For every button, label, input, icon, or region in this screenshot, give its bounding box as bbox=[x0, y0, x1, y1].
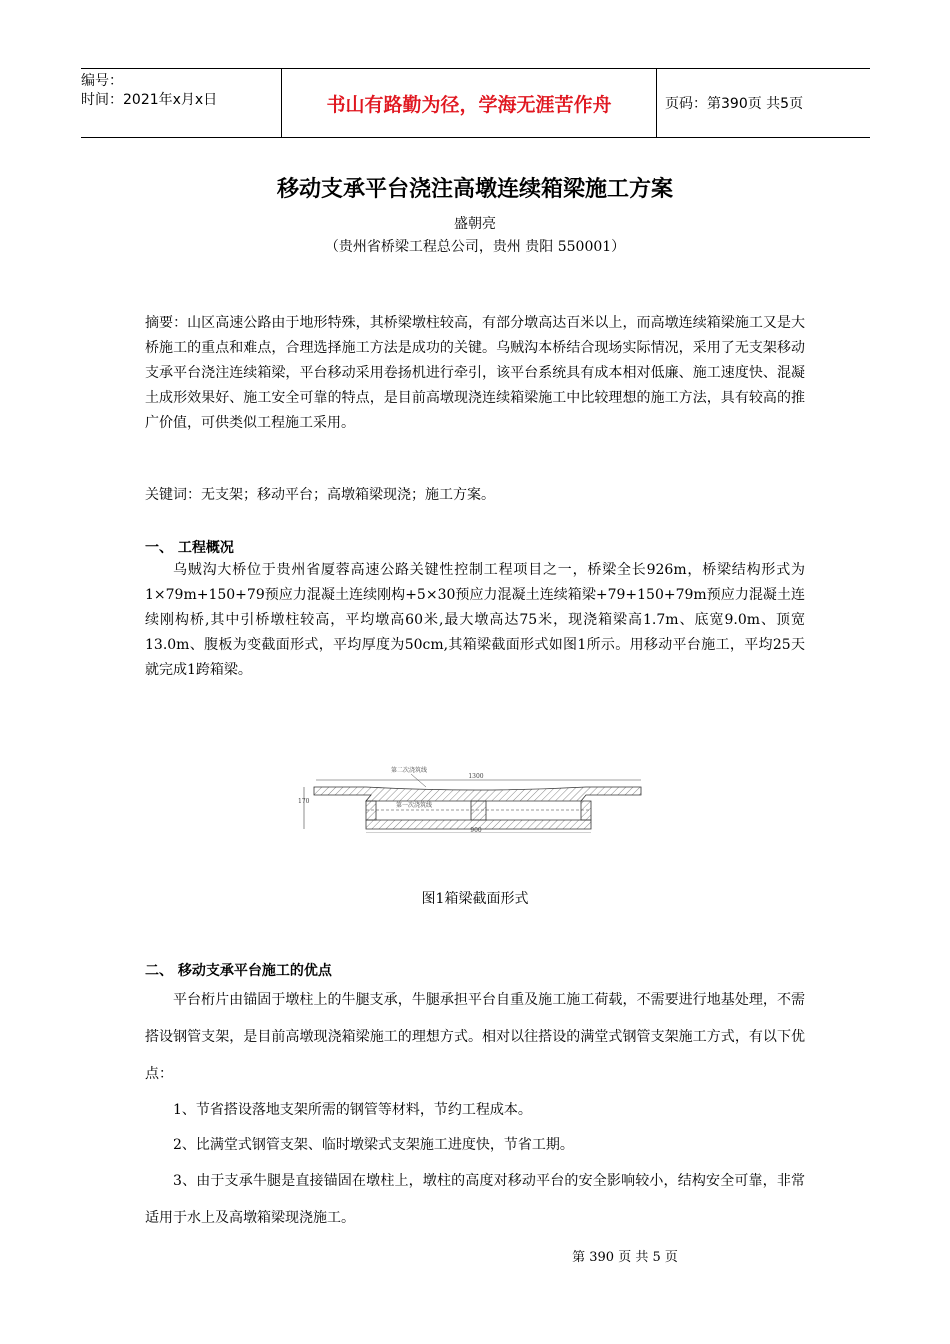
section2-heading: 二、 移动支承平台施工的优点 bbox=[145, 963, 332, 979]
second-pour-leader bbox=[411, 774, 426, 787]
section2-item: 3、由于支承牛腿是直接锚固在墩柱上，墩柱的高度对移动平台的安全影响较小，结构安全可靠，非常适用于水上及高墩箱梁现浇施工。 bbox=[145, 1173, 805, 1226]
left-dimension-label: 170 bbox=[298, 798, 310, 805]
section2-intro: 平台桁片由锚固于墩柱上的牛腿支承，牛腿承担平台自重及施工施工荷载，不需要进行地基处理，不需搭设钢管支架，是目前高墩现浇箱梁施工的理想方式。相对以往搭设的满堂式钢管支架施工方式，有以下优点： bbox=[145, 992, 805, 1082]
header-page: 页码：第390页 共5页 bbox=[665, 96, 804, 112]
page-header bbox=[81, 68, 870, 138]
figure-caption: 图1箱梁截面形式 bbox=[421, 891, 529, 907]
first-pour-label: 第一次浇筑线 bbox=[396, 802, 433, 809]
page-footer: 第 390 页 共 5 页 bbox=[572, 1250, 678, 1265]
top-slab bbox=[314, 787, 641, 801]
top-dimension-label: 1300 bbox=[468, 773, 484, 780]
document-title: 移动支承平台浇注高墩连续箱梁施工方案 bbox=[276, 177, 673, 202]
author: 盛朝亮 bbox=[454, 216, 496, 232]
box-girder-figure bbox=[296, 763, 656, 833]
second-pour-label: 第二次浇筑线 bbox=[391, 767, 428, 774]
section1-body: 乌贼沟大桥位于贵州省厦蓉高速公路关键性控制工程项目之一，桥梁全长926m，桥梁结构形式为1×79m+150+79预应力混凝土连续刚构+5×30预应力混凝土连续箱梁+79+150+79m预应力混凝土连续刚构桥,其中引桥墩柱较高，平均墩高60米,最大墩高达75米，现浇箱梁高1.7m、底宽9.0m、顶宽13.0m、腹板为变截面形式，平均厚度为50cm,其箱梁截面形式如图1所示。用移动平台施工，平均25天就完成1跨箱梁。 bbox=[145, 562, 805, 678]
affiliation: （贵州省桥梁工程总公司，贵州 贵阳 550001） bbox=[324, 239, 626, 255]
header-meta bbox=[81, 69, 281, 140]
header-code: 编号： bbox=[81, 73, 123, 89]
bottom-dimension-label: 900 bbox=[470, 827, 482, 833]
section2-item: 2、比满堂式钢管支架、临时墩梁式支架施工进度快，节省工期。 bbox=[173, 1137, 574, 1153]
section1-heading: 一、 工程概况 bbox=[145, 540, 234, 556]
section2-item: 1、节省搭设落地支架所需的钢管等材料，节约工程成本。 bbox=[173, 1102, 532, 1118]
abstract: 摘要：山区高速公路由于地形特殊，其桥梁墩柱较高，有部分墩高达百米以上，而高墩连续箱梁施工又是大桥施工的重点和难点，合理选择施工方法是成功的关键。乌贼沟本桥结合现场实际情况，采用了无支架移动支承平台浇注连续箱梁，平台移动采用卷扬机进行牵引，该平台系统具有成本相对低廉、施工速度快、混凝土成形效果好、施工安全可靠的特点，是目前高墩现浇连续箱梁施工中比较理想的施工方法，具有较高的推广价值，可供类似工程施工采用。 bbox=[145, 315, 805, 431]
keywords: 关键词：无支架；移动平台；高墩箱梁现浇；施工方案。 bbox=[145, 487, 495, 503]
header-date: 时间：2021年x月x日 bbox=[81, 92, 218, 108]
header-motto: 书山有路勤为径，学海无涯苦作舟 bbox=[281, 69, 657, 137]
